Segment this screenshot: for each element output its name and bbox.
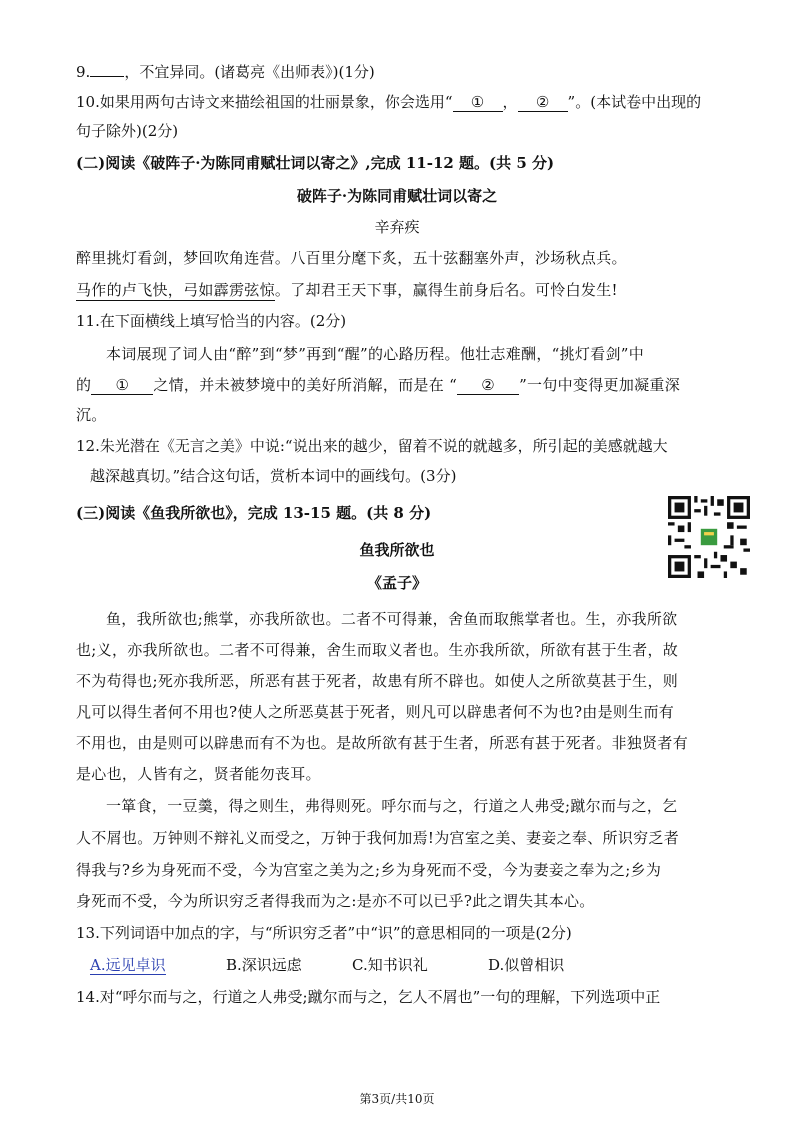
question-9 [76,62,375,82]
question-10-comma: ， [502,93,518,111]
question-10-blank-1: ① [453,93,503,112]
question-9-blank [90,76,124,77]
essay-p2-line: 身死而不受，今为所识穷乏者得我而为之:是亦不可以已乎?此之谓失其本心。 [76,892,595,910]
poem-line-2 [76,280,618,300]
section-2-heading: (二)阅读《破阵子·为陈同甫赋壮词以寄之》,完成 11-12 题。(共 5 分) [76,154,555,172]
section-3-heading: (三)阅读《鱼我所欲也》，完成 13-15 题。(共 8 分) [76,504,432,522]
question-10-line-2: 句子除外)(2分) [76,122,179,140]
question-11-stem: 11.在下面横线上填写恰当的内容。(2分) [76,312,347,330]
question-10-post: ”。(本试卷中出现的 [567,93,702,111]
question-11-pre: 的 [76,376,92,394]
option-a-text: A.远见卓识 [90,956,166,974]
question-13-option-d: D.似曾相识 [488,956,565,974]
poem-underlined-sentence: 马作的卢飞快，弓如霹雳弦惊 [76,281,275,299]
question-13-stem: 13.下列词语中加点的字，与“所识穷乏者”中“识”的意思相同的一项是(2分) [76,924,572,942]
question-9-number: 9. [76,63,91,81]
question-11-post: ”一句中变得更加凝重深 [519,376,681,394]
essay-p1-line: 凡可以得生者何不用也?使人之所恶莫甚于死者，则凡可以辟患者何不为也?由是则生而有 [76,703,675,721]
question-11-blank-1: ① [91,376,153,395]
question-11-para-line-3: 沉。 [76,406,107,424]
question-11-para-line-1: 本词展现了词人由“醉”到“梦”再到“醒”的心路历程。他壮志难酬，“挑灯看剑”中 [106,345,645,363]
essay-p1-line: 不为苟得也;死亦我所恶，所恶有甚于死者，故患有所不辟也。如使人之所欲莫甚于生，则 [76,672,679,690]
qr-code-icon [668,496,750,578]
poem-author: 辛弃疾 [374,218,420,236]
question-11-mid: 之情，并未被梦境中的美好所消解，而是在 “ [153,376,458,394]
question-13-option-a [90,955,166,975]
question-12-line-2: 越深越真切。”结合这句话，赏析本词中的画线句。(3分) [90,467,457,485]
essay-p2-line: 得我与?乡为身死而不受，今为宫室之美为之;乡为身死而不受，今为妻妾之奉为之;乡为 [76,861,662,879]
question-10 [76,92,701,112]
question-11-para-line-2 [76,375,680,395]
question-9-text: ，不宜异同。(诸葛亮《出师表》)(1分) [124,63,375,81]
question-14-stem: 14.对“呼尔而与之，行道之人弗受;蹴尔而与之，乞人不屑也”一句的理解，下列选项中正 [76,988,661,1006]
poem-title: 破阵子·为陈同甫赋壮词以寄之 [296,187,498,205]
poem-line-1: 醉里挑灯看剑，梦回吹角连营。八百里分麾下炙，五十弦翻塞外声，沙场秋点兵。 [76,249,627,267]
essay-p1-line: 是心也，人皆有之，贤者能勿丧耳。 [76,765,321,783]
question-12-line-1: 12.朱光潜在《无言之美》中说:“说出来的越少，留着不说的就越多，所引起的美感就越大 [76,437,668,455]
essay-p1-line: 也;义，亦我所欲也。二者不可得兼，舍生而取义者也。生亦我所欲，所欲有甚于生者，故 [76,641,679,659]
question-10-blank-2: ② [518,93,568,112]
question-11-blank-2: ② [457,376,519,395]
essay-p1-line: 鱼，我所欲也;熊掌，亦我所欲也。二者不可得兼，舍鱼而取熊掌者也。生，亦我所欲 [106,610,678,628]
poem-line-2-rest: 。了却君王天下事，赢得生前身后名。可怜白发生! [274,281,618,299]
question-13-option-b: B.深识远虑 [226,956,302,974]
essay-title: 鱼我所欲也 [359,541,435,559]
essay-p2-line: 一箪食，一豆羹，得之则生，弗得则死。呼尔而与之，行道之人弗受;蹴尔而与之，乞 [106,797,678,815]
essay-p2-line: 人不屑也。万钟则不辩礼义而受之，万钟于我何加焉!为宫室之美、妻妾之奉、所识穷乏者 [76,829,680,847]
page-number: 第3页/共10页 [359,1092,435,1106]
question-10-pre: 10.如果用两句古诗文来描绘祖国的壮丽景象，你会选用“ [76,93,453,111]
question-13-option-c: C.知书识礼 [352,956,428,974]
essay-p1-line: 不用也，由是则可以辟患而有不为也。是故所欲有甚于生者，所恶有甚于死者。非独贤者有 [76,734,689,752]
essay-source: 《孟子》 [366,574,427,592]
